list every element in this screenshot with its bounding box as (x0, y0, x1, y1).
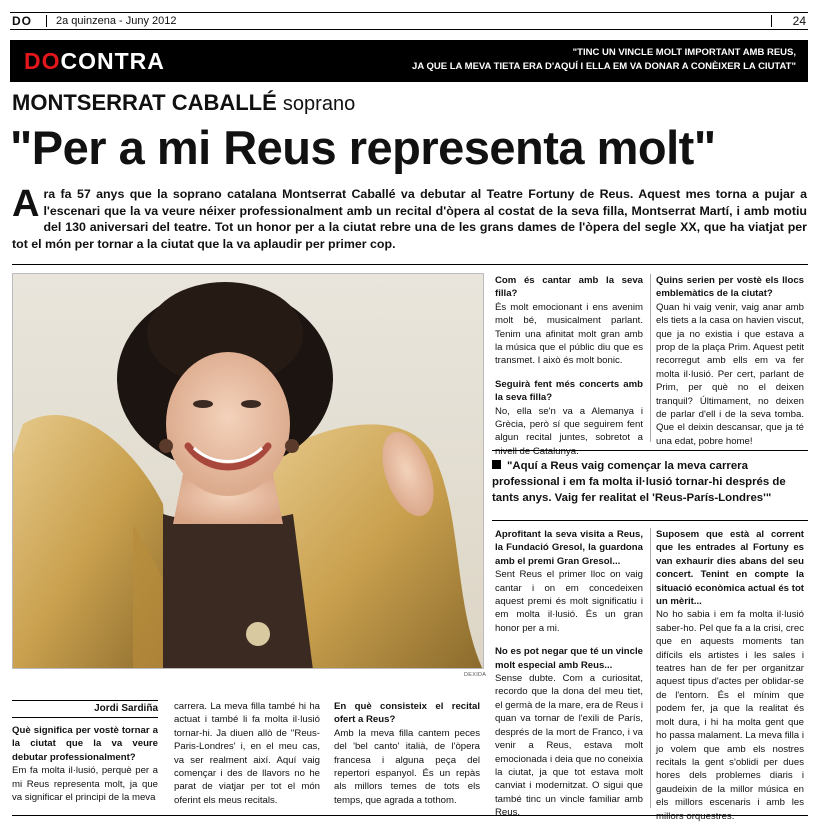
lead-paragraph (12, 183, 807, 252)
banner-quote (356, 46, 796, 74)
byline-rule (12, 717, 158, 718)
portrait-illustration (13, 274, 484, 669)
lead-rule (12, 264, 808, 265)
lead-text: ra fa 57 anys que la soprano catalana Montserrat Caballé va debutar al Teatre Fortuny de Reus. Aquest mes torna a pujar a l'escenari que la va veure néixer professionalment amb un recital d'òpera al costat de la seva filla, Montserrat Martí, i amb motiu del 130 aniversari del teatre. Tot un honor per a la ciutat rebre una de les grans dames de l'òpera del segle XX, que ha viatjat per tot el món per tornar a la ciutat que la va aplaudir per primer cop. (12, 187, 807, 251)
pullquote-rule (492, 450, 808, 451)
drop-cap: A (12, 183, 40, 225)
question: Què significa per vostè tornar a la ciutat que la va veure debutar professionalment? (12, 725, 158, 763)
section-banner (10, 40, 808, 82)
question: Seguirà fent més concerts amb la seva filla? (495, 378, 643, 404)
column-divider (650, 274, 651, 442)
answer: És molt emocionant i ens avenim molt bé, musicalment parlant. Tenim una afinitat molt gran amb la música que el públic diu que es transmet. I això és molt bonic. (495, 301, 643, 367)
answer: Amb la meva filla cantem peces del 'bel canto' italià, de l'òpera francesa i alguna peça del repertori espanyol. És un repàs als millors temes de tots els temps, que agrada a tothom. (334, 727, 480, 806)
question: Quins serien per vostè els llocs emblemàtics de la ciutat? (656, 275, 804, 300)
pull-quote-text: "Aquí a Reus vaig començar la meva carrera professional i em fa molta il·lusió tornar-hi després de tants anys. Vaig fer realitat el 'Reus-París-Londres'" (492, 460, 786, 504)
answer: Em fa molta il·lusió, perquè per a mi Reus representa molt, ja que va significar el principi de la meva (12, 765, 158, 804)
folio-divider (46, 15, 47, 27)
headline: "Per a mi Reus representa molt" (10, 121, 716, 174)
column-1 (12, 724, 158, 814)
byline: Jordi Sardiña (94, 703, 158, 714)
banner-quote-line: JA QUE LA MEVA TIETA ERA D'AQUÍ I ELLA EM VA DONAR A CONÈIXER LA CIUTAT" (412, 61, 796, 72)
section-title (24, 48, 165, 74)
photo-credit: DEXIDA (464, 672, 487, 678)
portrait-photo (12, 273, 484, 669)
column-3 (334, 700, 480, 817)
question: Suposem que està al corrent que les entrades al Fortuny es van exhaurir dies abans del seu concert. Tenint en compte la situació econòmica actual és tot un mèrit... (656, 529, 804, 608)
folio-bar (10, 12, 808, 30)
question: No es pot negar que té un vincle molt especial amb Reus... (495, 646, 643, 671)
column-2 (174, 700, 320, 817)
interviewee-role: soprano (282, 93, 356, 115)
bullet-square-icon (492, 460, 501, 469)
column-divider (650, 528, 651, 808)
pullquote-rule (492, 520, 808, 521)
question: Com és cantar amb la seva filla? (495, 275, 643, 300)
section-title-red: DO (24, 48, 61, 74)
page-number: 24 (792, 14, 806, 28)
pull-quote (492, 458, 804, 506)
column-5a (656, 274, 804, 458)
answer: carrera. La meva filla també hi ha actuat i també li fa molta il·lusió tornar-hi. Ja diuen allò de ''Reus-Paris-Londres' i, en el meu cas, va ser realment així. Aquí vaig començar i des de llavors no he parat de viatjar per tot el món oferint els meus recitals. (174, 701, 320, 806)
answer: Sent Reus el primer lloc on vaig cantar i on em concedeixen aquest premi és molt significatiu i em molta il·lusió. És un gran honor per a mi. (495, 569, 643, 634)
interviewee-kicker (12, 90, 355, 117)
banner-quote-line: "TINC UN VINCLE MOLT IMPORTANT AMB REUS, (572, 47, 796, 58)
section-title-white: CONTRA (60, 48, 165, 74)
question: En què consisteix el recital ofert a Reus? (334, 701, 480, 726)
answer: Sense dubte. Com a curiositat, recordo que la dona del meu tiet, el germà de la mare, era de Reus i quan va tornar de l'exili de París, després de la mort de Franco, i va venir a Reus, estava molt emocionada i deia que no coneixia la ciutat, ja que tot estava molt canviat i modernitzat. O sigui que també tinc un vincle familiar amb Reus. (495, 673, 643, 819)
folio-divider (771, 15, 772, 27)
column-4a (495, 274, 643, 468)
column-5b (656, 528, 804, 827)
answer: No ho sabia i em fa molta il·lusió saber-ho. Pel que fa a la crisi, crec que en aquests moments tan difícils els artistes i les sales i teatres han de fer per organitzar aquest tipus d'actes per oblidar-se de l'entorn. És el mínim que podem fer, ja que la realitat és molt dura, i hi ha molta gent que ho passa malament. La meva filla i jo volem que amb els nostres recitals la gent s'oblidi per dues hores dels problemes diaris i gaudeixin de la millor música en els millors escenaris i amb les millors orquestres. (656, 609, 804, 822)
footer-rule (12, 815, 808, 816)
publication-logo: DO (12, 14, 32, 28)
question: Aprofitant la seva visita a Reus, la Fundació Gresol, la guardona amb el premi Gran Gresol... (495, 529, 643, 567)
interviewee-name: MONTSERRAT CABALLÉ (12, 90, 277, 115)
issue-date: 2a quinzena - Juny 2012 (56, 15, 177, 27)
column-4b (495, 528, 643, 827)
answer: Quan hi vaig venir, vaig anar amb els tiets a la casa on havien viscut, que ja no existia i que estava a prop de la plaça Prim. Aquest petit recorregut amb ells em va fer molta il·lusió. Per cert, parlant de Prim, per què no el deixen tranquil? Últimament, no deixen de parlar d'ell i de la seva tomba. Que el deixin descansar, que ja té una edat, pobre home! (656, 301, 804, 447)
answer: No, ella se'n va a Alemanya i Grècia, però sí que seguirem fent algun recital juntes, sobretot a nivell de Catalunya. (495, 405, 643, 457)
byline-rule (12, 700, 158, 701)
